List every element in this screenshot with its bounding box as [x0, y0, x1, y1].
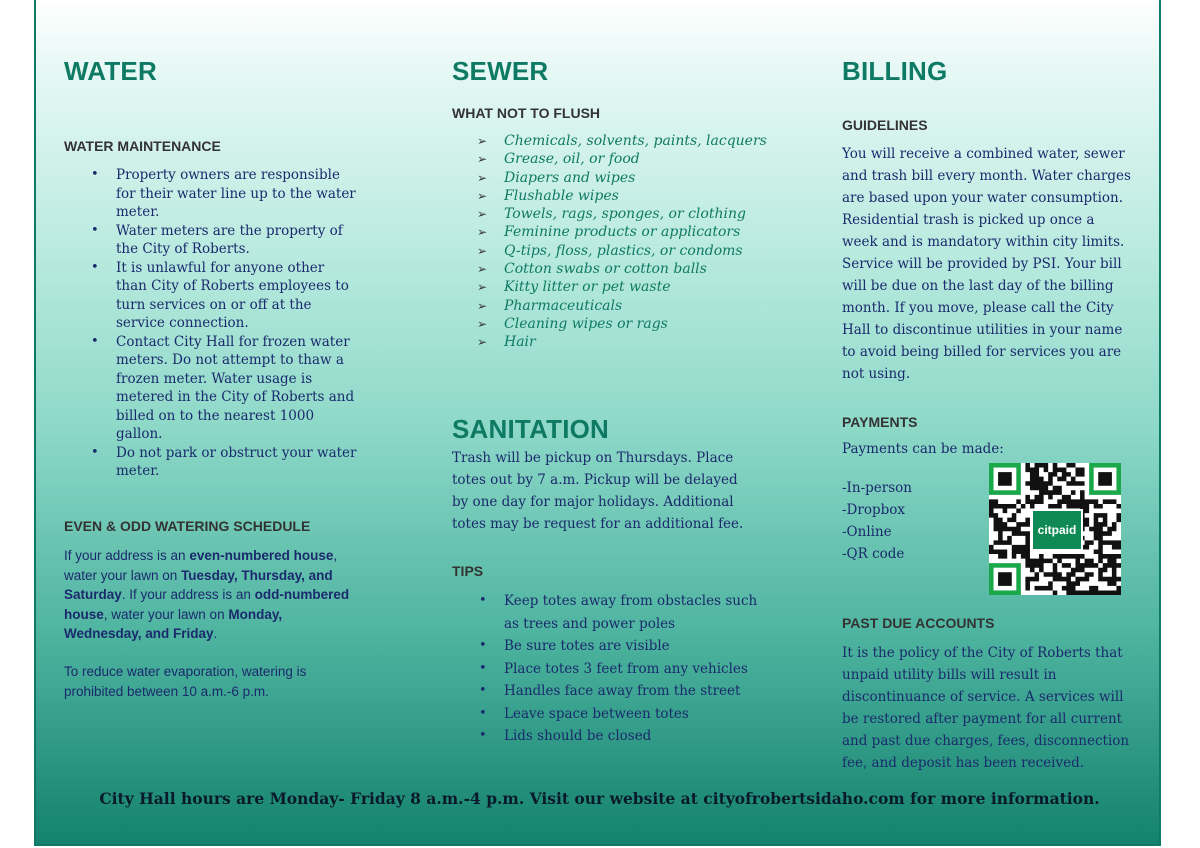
list-item — [477, 150, 767, 168]
list-item — [477, 187, 767, 205]
list-item — [477, 315, 767, 333]
bullet-icon: • — [479, 705, 487, 721]
brochure-page — [34, 0, 1161, 846]
water-maintenance-heading: WATER MAINTENANCE — [64, 138, 221, 154]
bullet-icon: • — [479, 638, 487, 653]
water-maintenance-list — [89, 166, 359, 481]
billing-title: BILLING — [842, 56, 948, 86]
payment-methods — [842, 477, 912, 565]
list-item — [477, 333, 767, 351]
payment-method: -Online — [842, 524, 892, 540]
list-item-text: Kitty litter or pet waste — [504, 279, 671, 296]
list-item-text: Hair — [504, 334, 536, 351]
bullet-icon: • — [479, 660, 487, 676]
guidelines-heading: GUIDELINES — [842, 117, 928, 133]
list-item — [477, 242, 767, 260]
bullet-icon: • — [91, 444, 99, 460]
bullet-icon: ➢ — [477, 134, 488, 148]
city-hall-hours-footer: City Hall hours are Monday- Friday 8 a.m.-4 p.m. Visit our website at cityofrobertsidaho.com for more information. — [99, 789, 1100, 808]
watering-schedule-text: If your address is an even-numbered house, water your lawn on Tuesday, Thursday, and Saturday. If your address is an odd-numbered house, water your lawn on Monday, Wednesday, and Friday. — [64, 548, 350, 641]
evaporation-note: To reduce water evaporation, watering is prohibited between 10 a.m.-6 p.m. — [64, 664, 307, 699]
tips-heading: TIPS — [452, 563, 484, 579]
watering-schedule-heading: EVEN & ODD WATERING SCHEDULE — [64, 518, 311, 534]
list-item-text: Chemicals, solvents, paints, lacquers — [504, 133, 767, 149]
bullet-icon: ➢ — [477, 298, 488, 313]
sewer-title: SEWER — [452, 56, 549, 86]
list-item-text: Do not park or obstruct your water meter. — [116, 444, 357, 479]
payment-method: -QR code — [842, 546, 905, 562]
bullet-icon: ➢ — [477, 188, 488, 203]
list-item — [477, 658, 767, 681]
list-item-text: Diapers and wipes — [504, 169, 636, 186]
payments-heading: PAYMENTS — [842, 414, 918, 430]
bullet-icon: ➢ — [477, 170, 488, 185]
payment-method: -Dropbox — [842, 502, 905, 518]
tips-list — [477, 590, 767, 748]
citpaid-logo-text: citpaid — [1037, 523, 1077, 537]
list-item-text: Pharmaceuticals — [504, 297, 623, 314]
bullet-icon: • — [91, 333, 99, 349]
list-item — [477, 132, 767, 150]
what-not-to-flush-heading: WHAT NOT TO FLUSH — [452, 105, 601, 121]
bullet-icon: • — [91, 222, 99, 238]
bullet-icon: • — [91, 167, 99, 182]
list-item — [477, 590, 767, 635]
list-item-text: Handles face away from the street — [504, 683, 741, 699]
flush-list — [477, 132, 767, 352]
list-item-text: Q-tips, floss, plastics, or condoms — [504, 242, 743, 259]
bullet-icon: ➢ — [477, 280, 488, 295]
guidelines-body: You will receive a combined water, sewer and trash bill every month. Water charges are based upon your water consumption. Residential trash is picked up once a week and is mandatory within city limits. Service will be provided by PSI. Your bill will be due on the last day of the billing month. If you move, please call the City Hall to discontinue utilities in your name to avoid being billed for services you are not using. — [842, 146, 1131, 382]
bullet-icon: ➢ — [477, 152, 488, 167]
list-item — [477, 169, 767, 187]
list-item — [477, 635, 767, 658]
sanitation-title: SANITATION — [452, 414, 610, 444]
payment-method: -In-person — [842, 480, 912, 496]
bullet-icon: ➢ — [477, 225, 488, 240]
bullet-icon: • — [91, 259, 99, 275]
list-item-text: It is unlawful for anyone other than City of Roberts employees to turn services on or off at the service connection. — [116, 259, 349, 331]
list-item-text: Lids should be closed — [504, 728, 652, 744]
sanitation-body: Trash will be pickup on Thursdays. Place totes out by 7 a.m. Pickup will be delayed by one day for major holidays. Additional totes may be request for an additional fee. — [452, 450, 744, 532]
list-item-text: Cleaning wipes or rags — [504, 315, 668, 332]
payments-intro: Payments can be made: — [842, 441, 1004, 457]
past-due-body: It is the policy of the City of Roberts that unpaid utility bills will result in discontinuance of service. A services will be restored after payment for all current and past due charges, fees, disconnection fee, and deposit has been received. — [842, 645, 1130, 771]
bullet-icon: ➢ — [477, 207, 488, 222]
list-item — [477, 725, 767, 748]
list-item — [477, 205, 767, 223]
bullet-icon: • — [479, 728, 487, 743]
list-item — [477, 223, 767, 241]
list-item — [89, 333, 359, 444]
list-item — [477, 680, 767, 703]
list-item-text: Cotton swabs or cotton balls — [504, 261, 707, 278]
list-item-text: Contact City Hall for frozen water meters. Do not attempt to thaw a frozen meter. Water usage is metered in the City of Roberts and billed on to the nearest 1000 gallon. — [116, 333, 355, 442]
water-title: WATER — [64, 56, 157, 86]
bullet-icon: ➢ — [477, 335, 488, 350]
list-item — [89, 259, 359, 333]
list-item — [89, 166, 359, 222]
list-item-text: Property owners are responsible for their water line up to the water meter. — [116, 167, 356, 220]
list-item-text: Water meters are the property of the City of Roberts. — [116, 222, 343, 257]
list-item — [477, 297, 767, 315]
list-item — [89, 222, 359, 259]
list-item-text: Feminine products or applicators — [504, 224, 741, 241]
bullet-icon: ➢ — [477, 243, 488, 258]
citpaid-logo — [1031, 509, 1083, 551]
past-due-heading: PAST DUE ACCOUNTS — [842, 615, 995, 631]
list-item — [477, 278, 767, 296]
list-item — [477, 260, 767, 278]
list-item-text: Be sure totes are visible — [504, 638, 670, 654]
payment-qr-code[interactable] — [989, 463, 1121, 595]
list-item-text: Place totes 3 feet from any vehicles — [504, 660, 748, 677]
list-item-text: Leave space between totes — [504, 705, 689, 722]
list-item — [89, 444, 359, 481]
list-item — [477, 703, 767, 726]
bullet-icon: ➢ — [477, 316, 488, 331]
list-item-text: Grease, oil, or food — [504, 151, 640, 168]
bullet-icon: • — [479, 593, 487, 608]
list-item-text: Keep totes away from obstacles such as trees and power poles — [504, 593, 758, 632]
bullet-icon: ➢ — [477, 262, 488, 277]
bullet-icon: • — [479, 683, 487, 698]
list-item-text: Flushable wipes — [504, 187, 619, 204]
list-item-text: Towels, rags, sponges, or clothing — [504, 206, 746, 223]
